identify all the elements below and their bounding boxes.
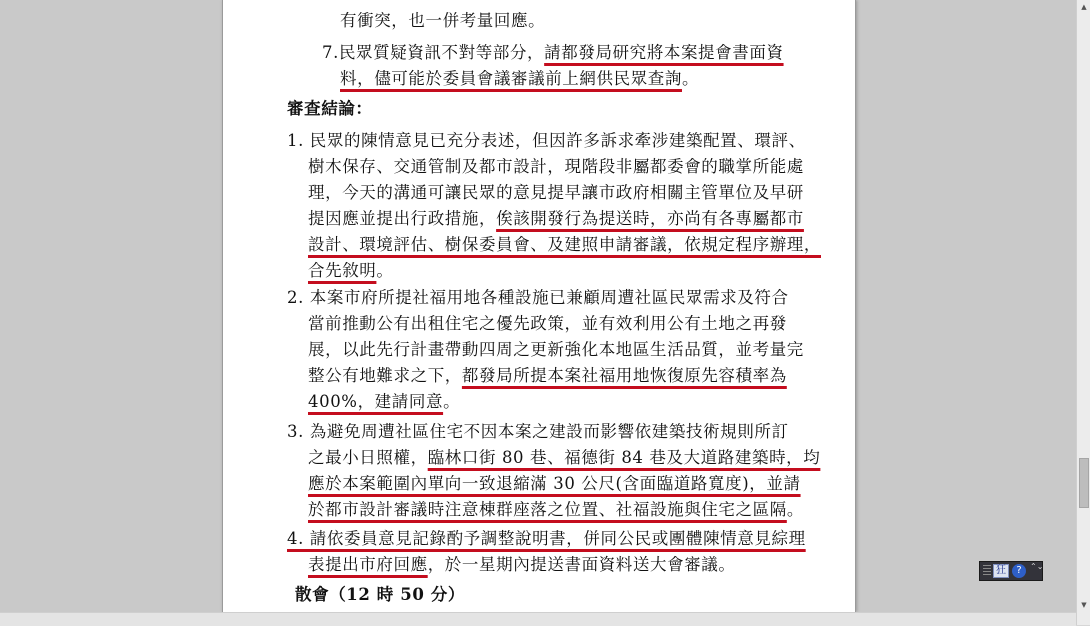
text-line <box>308 474 801 494</box>
underlined-text: 400%，建請同意 <box>308 392 444 411</box>
underlined-text: 4. 請依委員意見記錄酌予調整說明書，併同公民或團體陳情意見綜理 <box>287 529 806 548</box>
text-segment: 1. 民眾的陳情意見已充分表述，但因許多訴求牽涉建築配置、環評、 <box>287 131 806 150</box>
text-line <box>308 340 804 360</box>
document-page <box>222 0 856 612</box>
text-line <box>308 235 821 255</box>
text-segment: 。 <box>443 392 461 411</box>
text-segment: 提因應並提出行政措施， <box>308 209 497 228</box>
text-line <box>308 392 460 412</box>
text-segment: 2. 本案市府所提社福用地各種設施已兼顧周遭社區民眾需求及符合 <box>287 288 789 307</box>
scroll-up-arrow-icon[interactable]: ▲ <box>1081 3 1087 11</box>
adjourn-text <box>295 585 465 605</box>
text-line <box>308 261 394 281</box>
text-line <box>340 11 545 31</box>
horizontal-scrollbar[interactable] <box>0 612 1076 626</box>
text-segment: 有衝突，也一併考量回應。 <box>340 11 546 30</box>
text-line <box>308 183 804 203</box>
text-line <box>287 529 806 549</box>
scroll-thumb[interactable] <box>1079 458 1089 508</box>
underlined-text: 合先敘明 <box>308 261 377 280</box>
underlined-text: 於都市設計審議時注意棟群座落之位置、社福設施與住宅之區隔 <box>308 500 787 519</box>
grip-handle-icon[interactable] <box>983 565 991 577</box>
underlined-text: 設計、環境評估、樹保委員會、及建照申請審議，依規定程序辦理， <box>308 235 821 254</box>
underlined-text: 都發局所提本案社福用地恢復原先容積率為 <box>461 366 787 385</box>
ime-floating-toolbar[interactable] <box>979 561 1043 581</box>
text-line <box>287 131 806 151</box>
section-heading <box>287 99 373 119</box>
text-line <box>340 69 699 89</box>
underlined-text: 應於本案範圍內單向一致退縮滿 30 公尺(含面臨道路寬度)，並請 <box>308 474 801 493</box>
help-icon[interactable]: ? <box>1012 564 1026 578</box>
ime-mode-icon[interactable]: 狂 <box>993 564 1009 578</box>
underlined-text: 料，儘可能於委員會議審議前上網供民眾查詢 <box>340 69 682 88</box>
text-segment: 。 <box>786 500 804 519</box>
toolbar-menu-icon[interactable]: ⌃⌄ <box>1030 562 1044 571</box>
text-segment: 散會（12 時 50 分） <box>295 585 465 604</box>
text-line <box>322 43 784 63</box>
text-segment: 。 <box>682 69 700 88</box>
text-segment: 樹木保存、交通管制及都市設計，現階段非屬都委會的職掌所能處 <box>308 157 804 176</box>
text-segment: 。 <box>376 261 394 280</box>
text-segment: 7.民眾質疑資訊不對等部分， <box>322 43 545 62</box>
underlined-text: 表提出市府回應 <box>308 555 428 574</box>
text-segment: 展，以此先行計畫帶動四周之更新強化本地區生活品質，並考量完 <box>308 340 804 359</box>
text-line <box>308 209 804 229</box>
text-line <box>287 422 789 442</box>
text-segment: 審查結論： <box>287 99 373 118</box>
text-segment: ，於一星期內提送書面資料送大會審議。 <box>427 555 736 574</box>
vertical-scrollbar[interactable] <box>1076 0 1090 625</box>
text-line <box>308 314 787 334</box>
underlined-text: 臨林口街 80 巷、福德街 84 巷及大道路建築時，均 <box>427 448 821 467</box>
text-segment: 3. 為避免周遭社區住宅不因本案之建設而影響依建築技術規則所訂 <box>287 422 789 441</box>
underlined-text: 俟該開發行為提送時，亦尚有各專屬都市 <box>496 209 804 228</box>
text-line <box>308 555 736 575</box>
text-line <box>287 288 789 308</box>
text-line <box>308 157 804 177</box>
text-segment: 理，今天的溝通可讓民眾的意見提早讓市政府相關主管單位及早研 <box>308 183 804 202</box>
text-segment: 之最小日照權， <box>308 448 428 467</box>
scroll-down-arrow-icon[interactable]: ▼ <box>1081 601 1087 609</box>
text-line <box>308 500 804 520</box>
text-line <box>308 448 820 468</box>
underlined-text: 請都發局研究將本案提會書面資 <box>544 43 784 62</box>
text-line <box>308 366 787 386</box>
text-segment: 當前推動公有出租住宅之優先政策，並有效利用公有土地之再發 <box>308 314 787 333</box>
text-segment: 整公有地難求之下， <box>308 366 462 385</box>
